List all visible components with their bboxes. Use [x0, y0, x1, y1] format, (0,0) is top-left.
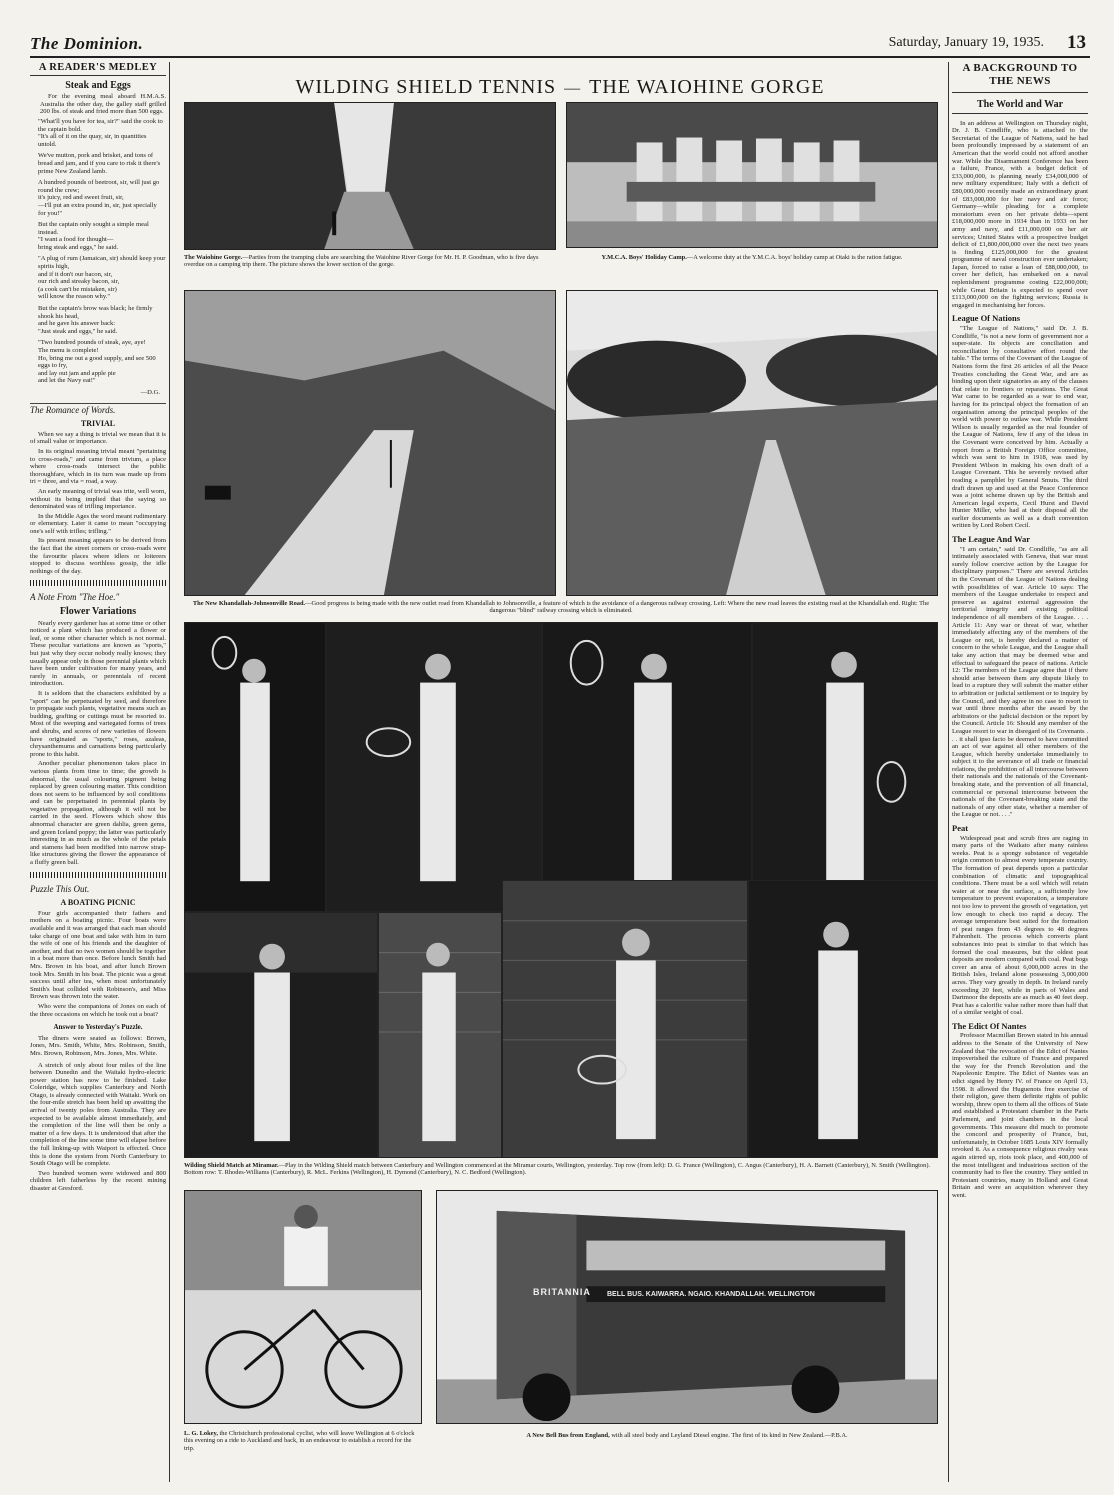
photo-tennis-dymond	[502, 880, 748, 1158]
section-title-nantes: The Edict Of Nantes	[952, 1020, 1027, 1031]
paragraph: In an address at Wellington on Thursday night, Dr. J. B. Condliffe, who is attached to the Secretariat of the League of Nations, said he had been profoundly impressed by a statement of an American that the world could not afford another war. While the Disarmament Conference has been a failure, France, with a budget deficit of £33,000,000, is planning nearly £34,000,000 of new military expenditure; Italy with a deficit of £80,000,000 recently made an extraordinary grant of £83,000,000 for her navy and air force; Germany—while pleading for a complete moratorium even on her private debts—spent £18,000,000 more in 1934 than in 1933 on her army and navy, and £11,000,000 on her air services; United States with a prospective budget deficit of £1,800,000,000 over the next two years is finding £125,000,000 for the greatest programme of naval construction ever undertaken; Japan, forced to raise a loan of £88,000,000, to cover her deficit, has embarked on a naval replenishment programme costing £22,000,000; while Great Britain is expected to spend over £113,000,000 on the fighting services; Russia is engaged in mechanising her forces.	[952, 119, 1088, 309]
photo-tennis-bedford	[748, 880, 938, 1158]
page-number: 13	[1067, 32, 1086, 53]
masthead	[30, 34, 1090, 58]
title-dash: —	[564, 80, 582, 97]
photo-tennis-france	[184, 622, 326, 912]
paragraph: The diners were seated as follows: Brown, Jones, Mrs. Smith, White, Mrs. Robinson, Smith, Mrs. Brown, Robinson, Mrs. Jones, Mrs. White.	[30, 1034, 166, 1057]
paragraph: Two hundred women were widowed and 800 children left fatherless by the recent mining disaster at Gresford.	[30, 1169, 166, 1192]
title-right: THE WAIOHINE GORGE	[589, 76, 825, 98]
gorge-image	[185, 103, 555, 249]
title-left: WILDING SHIELD TENNIS	[295, 76, 557, 98]
caption-road: The New Khandallah-Johnsonville Road.—Good progress is being made with the new outlet road from Khandallah to Johnsonville, a feature of which is the avoidance of a dangerous railway crossing. Left: Where the new road leaves the existing road at the Khandallah end. Right: The dangerous "blind" railway crossing which is eliminated.	[192, 600, 930, 615]
photo-tennis-barnett	[542, 622, 752, 912]
section-title-peat: Peat	[952, 823, 969, 834]
paragraph: Widespread peat and scrub fires are raging in many parts of the Waikato after many rainless weeks. Peat is a spongy substance of vegetable origin common to almost every temperate country. The formation of peat depends upon a particular combination of climatic and topographical conditions. There must be a soil which will retain water at or near the surface, a sufficiently low temperature to prevent evaporation, a temperature not too low to prevent the growth of vegetation, yet low enough to check too rapid a decay. The average temperature best suited for the formation of peat ranges from 43 degrees to 48 degrees Fahrenheit. The process which converts plant substances into peat is similar to that which has formed the coal measures, but the oldest peat deposits are modern compared with coal. Peat bogs cover an area of about 6,000,000 acres in the British Isles, Ireland alone possessing 3,000,000 acres. They vary greatly in depth. In Ireland rarely exceeding 20 feet, while in parts of Wales and Dartmoor the deposits are as much as 40 feet deep. Peat has a calorific value rather more than half that of a similar weight of coal.	[952, 834, 1088, 1017]
column-rule-left	[169, 62, 170, 1482]
paragraph: Another peculiar phenomenon takes place in various plants from time to time; the growth is abnormal, the usual colouring pigment being replaced by green colouring matter. This condition does not seem to be influenced by soil conditions and can be perpetuated in perennial plants by vegetative propagation, although it will not be carried in the seed. Flowers which show this abnormal character are green dahlia, green gems, and green Iceland poppy; the latter was particularly interesting in as much as the whole of the petals and stamens had been modified into narrow strap-like structures giving the flower the appearance of a fluffy green ball.	[30, 760, 166, 867]
verse: We've mutton, pork and brisket, and tons of bread and jam, and if you care to risk it there's prime New Zealand lamb.	[38, 152, 161, 175]
issue-date: Saturday, January 19, 1935.	[888, 35, 1044, 50]
paragraph: Its present meaning appears to be derived from the fact that the street corners or cross-roads were the favourite places where idlers or loiterers stopped to discuss worthless gossip, the idle nothings of the day.	[30, 537, 166, 575]
paragraph: When we say a thing is trivial we mean that it is of small value or importance.	[30, 430, 166, 446]
caption-cyclist: L. G. Lokey, the Christchurch professional cyclist, who will leave Wellington at 6 o'clock this evening on a ride to Auckland and back, in an endeavour to establish a record for the trip.	[184, 1430, 415, 1452]
page-title	[172, 76, 948, 99]
column-heading: A BACKGROUND TO THE NEWS	[952, 62, 1088, 93]
photo-bell-bus	[436, 1190, 938, 1424]
caption-gorge: The Waiohine Gorge.—Parties from the tramping clubs are searching the Waiohine River Gorge for Mr. H. P. Goodman, who is five days overdue on a camping trip there. The picture shows the lower section of the gorge.	[184, 254, 539, 269]
answer-title: Answer to Yesterday's Puzzle.	[53, 1023, 143, 1032]
caption-ymca: Y.M.C.A. Boys' Holiday Camp.—A welcome duty at the Y.M.C.A. boys' holiday camp at Otaki is the ration fatigue.	[601, 254, 903, 261]
paragraph: A stretch of only about four miles of the line between Dunedin and the Waitaki hydro-electric power station has now to be finished. Lake Coleridge, which supplies Canterbury and North Otago, is already connected with Waitaki. Work on the four-mile stretch has been held up awaiting the arrival of twenty poles from Australia. They are expected to be available almost immediately, and the completion of the line will then be only a matter of a few days. It is understood that after the completion of the line some time will elapse before the full linking-up with Waipori is effected. Once this is done the system from North Canterbury to South Otago will be complete.	[30, 1061, 166, 1168]
paragraph: Nearly every gardener has at some time or other noticed a plant which has produced a flower or leaf, or some other character which is not normal. These peculiar variations are known as "sports," but just why they occur nobody really knows; they usually appear only in those perennial plants which have been under cultivation for many years, and rarely in annuals, or perennials of recent introduction.	[30, 619, 166, 688]
caption-wilding: Wilding Shield Match at Miramar.—Play in the Wilding Shield match between Canterbury and Wellington commenced at the Miramar courts, Wellington, yesterday. Top row (from left): D. G. France (Wellington), C. Angus (Canterbury), H. A. Barnett (Canterbury), N. Smith (Wellington). Bottom row: T. Rhodes-Williams (Canterbury), R. McL. Ferkins (Wellington), H. Dymond (Canterbury), N. C. Bedford (Wellington).	[184, 1162, 931, 1177]
section-kicker: Puzzle This Out.	[30, 883, 90, 894]
newspaper-name: The Dominion.	[30, 34, 144, 53]
ymca-image	[567, 103, 937, 247]
bus-route: BELL BUS. KAIWARRA. NGAIO. KHANDALLAH. WELLINGTON	[607, 1291, 815, 1298]
photo-cyclist	[184, 1190, 422, 1424]
author-signature: —D.G.	[140, 388, 160, 396]
photo-ymca-camp	[566, 102, 938, 248]
section-title-war: The League And War	[952, 534, 1031, 545]
photo-road-right	[566, 290, 938, 596]
section-kicker: A Note From "The Hoe."	[30, 592, 120, 603]
article-title-steak: Steak and Eggs	[65, 79, 131, 91]
section-kicker: The Romance of Words.	[30, 403, 166, 415]
verse: "What'll you have for tea, sir?" said the cook to the captain bold. "It's all of it on the quay, sir, in quantities untold.	[38, 117, 163, 148]
verse: But the captain only sought a simple meal instead. "I want a food for thought— bring steak and eggs," he said.	[38, 221, 149, 251]
photo-road-left	[184, 290, 556, 596]
paragraph: Professor Macmillan Brown stated in his annual address to the Senate of the University of New Zealand that "the revocation of the Edict of Nantes impoverished the culture of France and prepared the way for the French Revolution and the Napoleonic Empire. The Edict of Nantes was an edict signed by Henry IV. of France on April 13, 1598. It allowed the Huguenots free exercise of their religion, gave them definite rights of public worship, threw open to them all the offices of State and established a Protestant chamber in the Paris Parlement, and joint chambers in the local governments. This measure did much to promote the concord and prosperity of France, but, unfortunately, in October 1685 Louis XIV formally revoked it. As a consequence religious rivalry was again stirred up, riots took place, and 400,000 of the most intelligent and industrious section of the community had to flee the country. They settled in Protestant countries, many in Holland and Great Britain and were an acquisition wherever they went.	[952, 1032, 1088, 1199]
paragraph: Who were the companions of Jones on each of the three occasions on which he took out a boat?	[30, 1002, 166, 1018]
paragraph: It is seldom that the characters exhibited by a "sport" can be perpetuated by seed, and therefore to propagate such plants, vegetative means such as budding, grafting or cuttings must be resorted to. Most of the weeping and variegated forms of trees and shrubs, and scores of new varieties of flowers have originated as "sports," roses, azaleas, chrysanthemums and carnations being particularly prone to this habit.	[30, 689, 166, 758]
road-left-image	[185, 291, 555, 595]
article-title-trivial: TRIVIAL	[80, 419, 116, 429]
verse: "A plug of rum (Jamaican, sir) should keep your spirits high, and if it don't our bacon, sir, our rich and streaky bacon, sir, (a cook can't be mistaken, sir) will know the reason why."	[38, 255, 166, 301]
paragraph: "The League of Nations," said Dr. J. B. Condliffe, "is not a new form of government nor a super-state. Its objects are conciliation and reconciliation by consultative effort round the table." The terms of the Covenant of the League of Nations form the first 26 articles of all the Peace Treaties concluding the Great War, and are as binding upon their signatories as any of the clauses that relate to frontiers or reparations. The Great War came to be regarded as a war to end war, having for its principal object the formation of an organisation among the principal peoples of the world with power to outlaw war. While President Wilson is usually regarded as the real founder of the League of Nations, few if any of the ideas in the Covenant were conceived by him. Actually a report from a British Foreign Office committee, which was sent to him in 1918, was used by President Wilson in making his own draft of a League Covenant. This he severely revised after reading a pamphlet by General Smuts. The third draft drawn up and used at the Peace Conference was a joint scheme drawn up by the British and American legal experts, Cecil Hurst and David Hunter Miller, who had at their disposal all the earlier documents as well as a draft convention written by Lord Robert Cecil.	[952, 325, 1088, 530]
background-news-column	[952, 62, 1088, 1482]
column-rule-right	[948, 62, 949, 1482]
caption-bus: A New Bell Bus from England, with all steel body and Leyland Diesel engine. The first of its kind in New Zealand.—P.B.A.	[526, 1432, 848, 1439]
article-title-flower: Flower Variations	[59, 606, 137, 618]
decorative-rule	[30, 872, 166, 878]
column-heading: A READER'S MEDLEY	[30, 62, 166, 76]
road-right-image	[567, 291, 937, 595]
photo-tennis-ferkins	[378, 912, 502, 1158]
paragraph: In the Middle Ages the word meant rudimentary or elementary. Later it came to mean "occupying one's self with trifles; trifling."	[30, 512, 166, 535]
article-title-boating: A BOATING PICNIC	[60, 898, 136, 908]
bus-name: BRITANNIA	[533, 1287, 591, 1297]
verse: "Two hundred pounds of steak, aye, aye! The menu is complete! Ho, bring me out a good supply, and see 500 eggs to fry, and lay out jam and apple pie and let the Navy eat!"	[38, 339, 156, 385]
paragraph: Four girls accompanied their fathers and mothers on a boating picnic. Four boats were available and it was arranged that each man should take charge of one boat and take with him in turn the wife of one of his friends and the daughter of another, and that no two women should be together in a boat more than once. Before lunch Smith had Mrs. Brown in his boat, and after lunch Brown took Mrs. Smith in his boat. The picnic was a great success until after tea, when most unfortunately Smith's boat collided with Robinson's, and Miss Brown was thrown into the water.	[30, 909, 166, 1001]
paragraph: An early meaning of trivial was trite, well worn, without its being implied that the saying so denominated was of trifling importance.	[30, 487, 166, 511]
decorative-rule	[30, 580, 166, 586]
readers-medley-column	[30, 62, 166, 1482]
column-subheading: The World and War	[952, 101, 1088, 114]
section-title-league: League Of Nations	[952, 313, 1020, 324]
paragraph: "I am certain," said Dr. Condliffe, "as are all intimately associated with Geneva, that war must surely follow coercive action by the League for disciplinary purposes." There are several Articles in the Covenant of the League of Nations dealing with possibilities of war. Article 10 says: The members of the League undertake to respect and preserve as against external aggression the territorial integrity and existing political independence of all members of the League. . . . Article 11: Any war or threat of war, whether immediately affecting any of the members of the League or not, is hereby declared a matter of concern to the whole League, and the League shall take any action that may be deemed wise and effectual to safeguard the peace of nations. Article 12: The members of the League agree that if there should arise between them any dispute likely to lead to a rupture they will submit the matter either to arbitration or judicial settlement or to inquiry by the Council, and they agree in no case to resort to war until three months after the award by the arbitrators or the judicial decision or the report by the Council. Article 16: Should any member of the League resort to war in disregard of its Covenants . . . it shall ipso facto be deemed to have committed an act of war against all other members of the League, which hereby undertake immediately to subject it to the severance of all trade or financial relations, the prohibition of all intercourse between their nationals and the nationals of the Covenant-breaking state, and the prevention of all financial, commercial or personal intercourse between the nationals of the Covenant-breaking state and the nationals of any other state, whether a member of the League or not. . . ."	[952, 545, 1088, 819]
article-intro: For the evening meal aboard H.M.A.S. Australia the other day, the galley staff grilled 200 lbs. of steak and fried more than 500 eggs.	[40, 93, 166, 116]
verse: But the captain's brow was black; he firmly shook his head, and he gave his answer back: "Just steak and eggs," he said.	[38, 305, 153, 335]
photo-tennis-smith	[752, 622, 938, 912]
photo-waiohine-gorge	[184, 102, 556, 250]
paragraph: In its original meaning trivial meant "pertaining to cross-roads," and came from trivium, a place where cross-roads intersect the public thoroughfare, which in its turn was made up from tri = three, and via = road, a way.	[30, 447, 166, 486]
photo-tennis-angus	[326, 622, 542, 912]
photo-tennis-rhodes-williams	[184, 912, 378, 1158]
verse: A hundred pounds of beetroot, sir, will just go round the crew; it's juicy, red and sweet fruit, sir, —I'll put an extra pound in, sir, just specially for you!"	[38, 179, 160, 217]
